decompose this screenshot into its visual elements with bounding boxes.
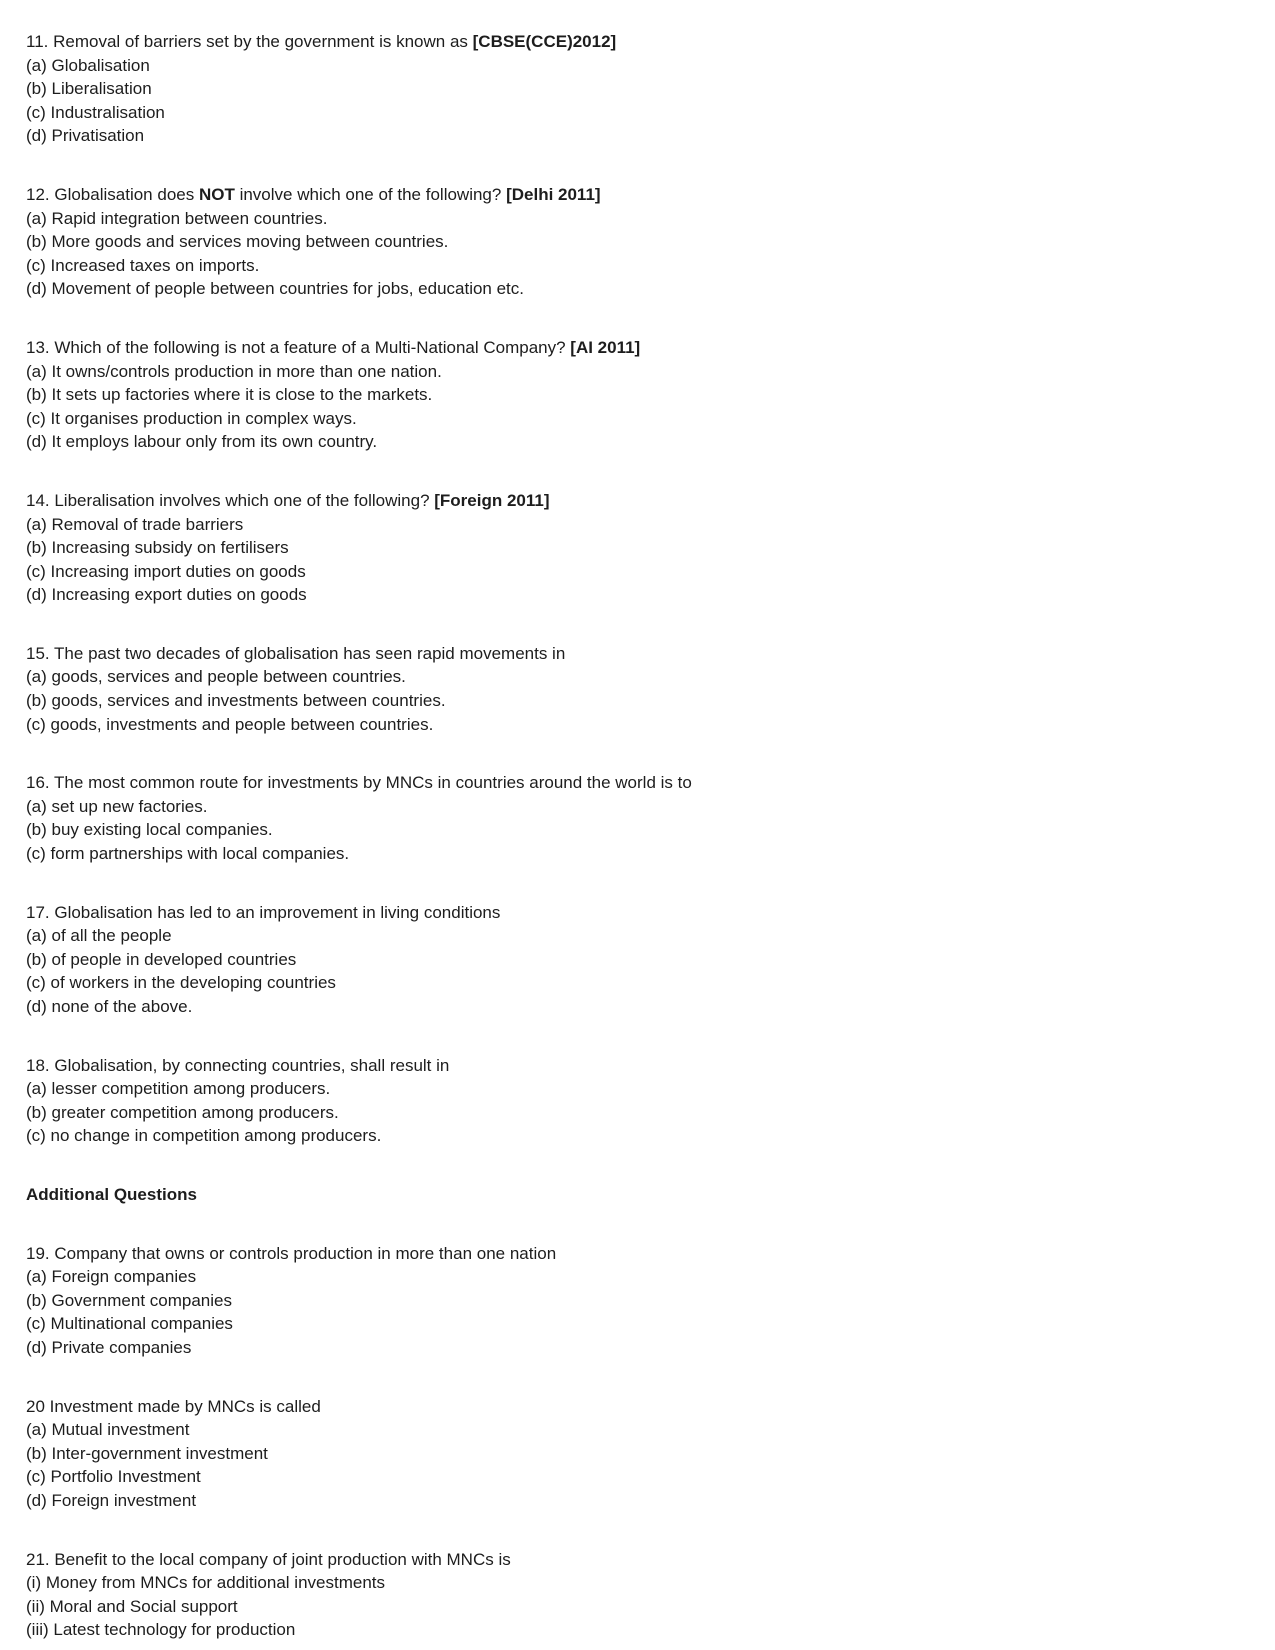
question-text: 11. Removal of barriers set by the government is known as: [26, 32, 473, 51]
question-12: [26, 183, 1235, 301]
question-13: [26, 336, 1235, 454]
question-text: 20 Investment made by MNCs is called: [26, 1396, 321, 1416]
question-20-heading: [26, 1395, 1235, 1419]
question-option: (c) form partnerships with local companies.: [26, 844, 350, 864]
question-option: (c) Industralisation: [26, 102, 165, 122]
question-15: [26, 642, 1235, 736]
question-text: 12. Globalisation does: [26, 184, 199, 204]
question-19-heading: [26, 1242, 1235, 1266]
question-option: (a) Globalisation: [26, 55, 150, 75]
question-12-heading: [26, 183, 1235, 207]
question-16-heading: [26, 771, 1235, 795]
question-option: (c) Increasing import duties on goods: [26, 561, 306, 581]
question-option: (b) goods, services and investments between countries.: [26, 691, 446, 711]
question-17: [26, 901, 1235, 1019]
section-heading-additional-questions: Additional Questions: [26, 1184, 197, 1204]
question-option: (b) Liberalisation: [26, 79, 152, 99]
question-17-heading: [26, 901, 1235, 925]
question-15-heading: [26, 642, 1235, 666]
question-option: (b) Inter-government investment: [26, 1443, 268, 1463]
question-11-heading: [26, 30, 1235, 54]
question-16: [26, 771, 1235, 865]
question-20: [26, 1395, 1235, 1513]
question-option: (b) buy existing local companies.: [26, 820, 273, 840]
question-option: (a) It owns/controls production in more than one nation.: [26, 361, 442, 381]
question-option: (a) goods, services and people between countries.: [26, 667, 406, 687]
question-option: (d) It employs labour only from its own country.: [26, 432, 378, 452]
question-option: (a) Foreign companies: [26, 1267, 197, 1287]
question-text: involve which one of the following?: [234, 184, 507, 204]
question-option: (a) Removal of trade barriers: [26, 514, 244, 534]
question-option: (c) Multinational companies: [26, 1314, 233, 1334]
question-option: (a) lesser competition among producers.: [26, 1079, 331, 1099]
question-option: (a) Mutual investment: [26, 1420, 190, 1440]
question-14-heading: [26, 489, 1235, 513]
question-text: 14. Liberalisation involves which one of the following?: [26, 490, 435, 510]
question-option: (d) Increasing export duties on goods: [26, 585, 307, 605]
question-option: (c) Increased taxes on imports.: [26, 255, 260, 275]
question-text: 21. Benefit to the local company of joint production with MNCs is: [26, 1549, 511, 1569]
exam-tag: [Foreign 2011]: [434, 490, 550, 510]
question-option: (ii) Moral and Social support: [26, 1596, 238, 1616]
question-option: (b) greater competition among producers.: [26, 1102, 339, 1122]
question-option: (c) It organises production in complex ways.: [26, 408, 357, 428]
question-option: (d) Private companies: [26, 1337, 192, 1357]
question-option: (c) Portfolio Investment: [26, 1467, 201, 1487]
emphasis-word: NOT: [198, 184, 235, 204]
question-19: [26, 1242, 1235, 1360]
question-text: 18. Globalisation, by connecting countries, shall result in: [26, 1055, 450, 1075]
question-text: 16. The most common route for investments by MNCs in countries around the world is to: [26, 773, 692, 793]
question-text: 17. Globalisation has led to an improvement in living conditions: [26, 902, 501, 922]
question-option: (b) Government companies: [26, 1290, 232, 1310]
question-option: (c) no change in competition among producers.: [26, 1126, 382, 1146]
question-21-heading: [26, 1548, 1235, 1572]
question-option: (b) It sets up factories where it is close to the markets.: [26, 385, 433, 405]
question-text: 13. Which of the following is not a feature of a Multi-National Company?: [26, 337, 571, 357]
question-11: [26, 30, 1235, 148]
question-option: (a) Rapid integration between countries.: [26, 208, 328, 228]
question-text: 19. Company that owns or controls production in more than one nation: [26, 1243, 557, 1263]
question-21: [26, 1548, 1235, 1642]
question-18-heading: [26, 1054, 1235, 1078]
exam-tag: [Delhi 2011]: [506, 184, 601, 204]
question-option: (d) Privatisation: [26, 126, 145, 146]
question-option: (c) of workers in the developing countries: [26, 973, 336, 993]
question-option: (c) goods, investments and people between countries.: [26, 714, 434, 734]
question-text: 15. The past two decades of globalisation has seen rapid movements in: [26, 643, 566, 663]
question-option: (b) More goods and services moving between countries.: [26, 232, 449, 252]
question-13-heading: [26, 336, 1235, 360]
question-14: [26, 489, 1235, 607]
question-option: (b) Increasing subsidy on fertilisers: [26, 538, 289, 558]
exam-tag: [CBSE(CCE)2012]: [472, 32, 617, 51]
question-option: (iii) Latest technology for production: [26, 1620, 296, 1640]
question-option: (d) none of the above.: [26, 997, 193, 1016]
question-option: (d) Foreign investment: [26, 1490, 197, 1510]
question-option: (d) Movement of people between countries for jobs, education etc.: [26, 279, 525, 299]
question-option: (b) of people in developed countries: [26, 949, 297, 969]
question-option: (a) of all the people: [26, 926, 172, 946]
question-option: (i) Money from MNCs for additional investments: [26, 1573, 386, 1593]
question-option: (a) set up new factories.: [26, 796, 208, 816]
question-18: [26, 1054, 1235, 1148]
exam-tag: [AI 2011]: [570, 337, 641, 357]
